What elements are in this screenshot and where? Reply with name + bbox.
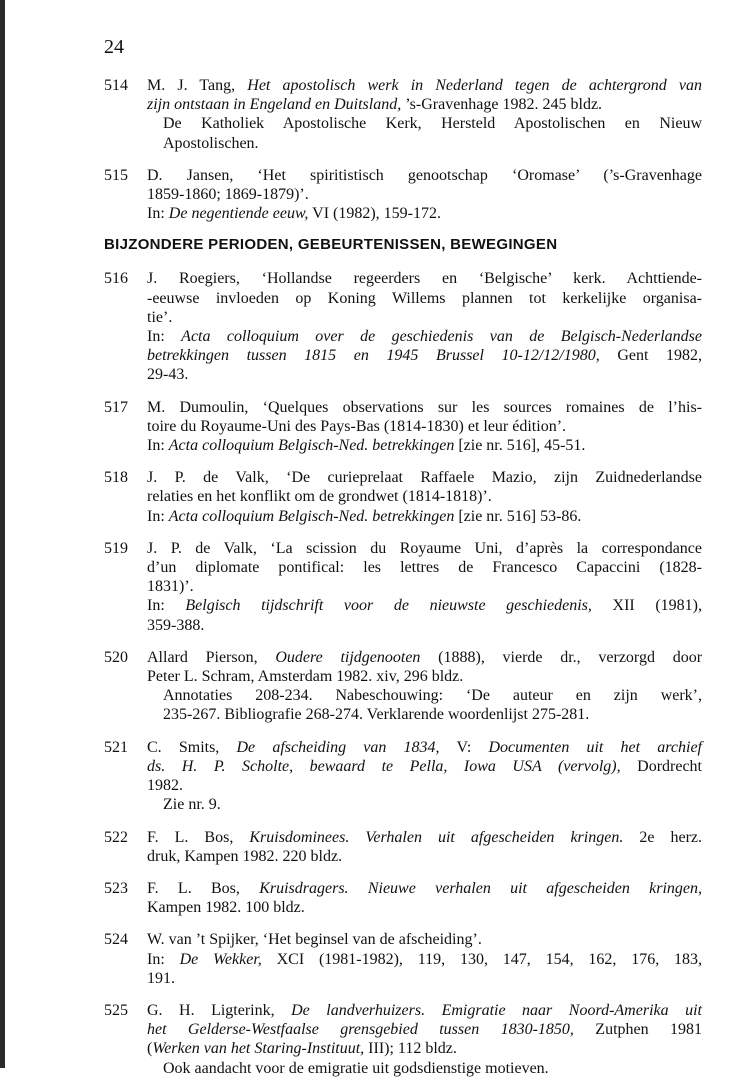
entry-line: -eeuwse invloeden op Koning Willems plannen tot kerkelijke organisa- — [147, 289, 702, 307]
entries-before — [104, 76, 702, 223]
entry-text — [147, 1001, 702, 1078]
entry-number: 517 — [104, 398, 128, 416]
bibliography-entry — [104, 1001, 702, 1078]
entry-line: tie’. — [147, 308, 173, 326]
entry-line: In: Belgisch tijdschrift voor de nieuwste geschiedenis, XII (1981), — [147, 597, 702, 615]
entry-line: ds. H. P. Scholte, bewaard te Pella, Iowa USA (vervolg), Dordrecht — [147, 757, 702, 775]
bibliography-entry — [104, 738, 702, 815]
entry-line: Zie nr. 9. — [163, 796, 221, 814]
entry-number: 522 — [104, 828, 128, 846]
bibliography-entry — [104, 269, 702, 384]
entry-text — [147, 879, 702, 917]
entry-number: 515 — [104, 166, 128, 184]
entry-text — [147, 166, 702, 224]
entry-line: J. P. de Valk, ‘La scission du Royaume Uni, d’après la correspondance — [147, 539, 702, 557]
entry-number: 519 — [104, 539, 128, 557]
entry-text — [147, 76, 702, 153]
entry-line: d’un diplomate pontifical: les lettres de Francesco Capaccini (1828- — [147, 559, 702, 577]
entry-line: De Katholiek Apostolische Kerk, Hersteld Apostolischen en Nieuw — [163, 115, 702, 133]
entry-line: 235-267. Bibliografie 268-274. Verklarende woordenlijst 275-281. — [163, 706, 590, 724]
entry-line: 1831)’. — [147, 578, 194, 596]
entry-line: 1859-1860; 1869-1879)’. — [147, 186, 309, 204]
entry-line: Peter L. Schram, Amsterdam 1982. xiv, 296 bldz. — [147, 668, 464, 686]
entry-text — [147, 398, 702, 456]
entry-line: In: Acta colloquium Belgisch-Ned. betrekkingen [zie nr. 516], 45-51. — [147, 437, 586, 455]
entry-line: In: De negentiende eeuw, VI (1982), 159-172. — [147, 205, 441, 223]
entry-line: 359-388. — [147, 616, 205, 634]
entry-line: J. Roegiers, ‘Hollandse regeerders en ‘Belgische’ kerk. Achttiende- — [147, 270, 702, 288]
page-number: 24 — [104, 36, 124, 58]
entry-line: (Werken van het Staring-Instituut, III); 112 bldz. — [147, 1040, 457, 1058]
page-edge-scan-shadow — [0, 0, 5, 1068]
entry-line: zijn ontstaan in Engeland en Duitsland, ’s-Gravenhage 1982. 245 bldz. — [147, 96, 603, 114]
bibliography-entry — [104, 648, 702, 725]
entry-text — [147, 269, 702, 384]
bibliography-entry — [104, 166, 702, 224]
entry-line: Allard Pierson, Oudere tijdgenooten (1888), vierde dr., verzorgd door — [147, 648, 703, 666]
entry-text — [147, 468, 702, 526]
entry-number: 524 — [104, 931, 128, 949]
entry-line: C. Smits, De afscheiding van 1834, V: Documenten uit het archief — [147, 738, 703, 756]
entry-number: 516 — [104, 270, 128, 288]
bibliography-entry — [104, 539, 702, 635]
entry-text — [147, 828, 702, 866]
entry-line: In: Acta colloquium Belgisch-Ned. betrekkingen [zie nr. 516] 53-86. — [147, 507, 582, 525]
entry-line: D. Jansen, ‘Het spiritistisch genootschap ‘Oromase’ (’s-Gravenhage — [147, 166, 702, 184]
entry-number: 521 — [104, 738, 128, 756]
entry-line: 1982. — [147, 777, 183, 795]
bibliography-entry — [104, 930, 702, 988]
entry-line: Annotaties 208-234. Nabeschouwing: ‘De auteur en zijn werk’, — [163, 687, 702, 705]
bibliography-entry — [104, 879, 702, 917]
entry-number: 520 — [104, 648, 128, 666]
entry-line: F. L. Bos, Kruisdragers. Nieuwe verhalen uit afgescheiden kringen, — [147, 879, 702, 897]
entry-line: F. L. Bos, Kruisdominees. Verhalen uit afgescheiden kringen. 2e herz. — [147, 828, 703, 846]
entry-line: betrekkingen tussen 1815 en 1945 Brussel 10-12/12/1980, Gent 1982, — [147, 347, 702, 365]
bibliography-entry — [104, 828, 702, 866]
bibliography-entry — [104, 76, 702, 153]
entry-line: Ook aandacht voor de emigratie uit godsdienstige motieven. — [163, 1059, 549, 1077]
entry-line: het Gelderse-Westfaalse grensgebied tussen 1830-1850, Zutphen 1981 — [147, 1021, 702, 1039]
entries-after — [104, 269, 702, 1077]
entry-line: druk, Kampen 1982. 220 bldz. — [147, 847, 343, 865]
entry-number: 525 — [104, 1001, 128, 1019]
entry-line: W. van ’t Spijker, ‘Het beginsel van de afscheiding’. — [147, 931, 482, 949]
entry-line: toire du Royaume-Uni des Pays-Bas (1814-1830) et leur édition’. — [147, 417, 567, 435]
entry-line: In: Acta colloquium over de geschiedenis van de Belgisch-Nederlandse — [147, 328, 702, 346]
entry-line: Kampen 1982. 100 bldz. — [147, 899, 305, 917]
entry-line: Apostolischen. — [163, 134, 259, 152]
entry-text — [147, 930, 702, 988]
entry-number: 523 — [104, 879, 128, 897]
section-heading: BIJZONDERE PERIODEN, GEBEURTENISSEN, BEWEGINGEN — [104, 236, 558, 254]
entry-line: In: De Wekker, XCI (1981-1982), 119, 130, 147, 154, 162, 176, 183, — [147, 950, 703, 968]
entry-line: relaties en het konflikt om de grondwet (1814-1818)’. — [147, 488, 492, 506]
entry-text — [147, 738, 702, 815]
entry-number: 518 — [104, 469, 128, 487]
entry-line: M. J. Tang, Het apostolisch werk in Nederland tegen de achtergrond van — [147, 77, 703, 94]
bibliography — [104, 76, 702, 1091]
entry-text — [147, 539, 702, 635]
entry-line: 29-43. — [147, 366, 189, 384]
bibliography-entry — [104, 468, 702, 526]
bibliography-entry — [104, 398, 702, 456]
entry-line: M. Dumoulin, ‘Quelques observations sur les sources romaines de l’his- — [147, 398, 702, 416]
entry-line: G. H. Ligterink, De landverhuizers. Emigratie naar Noord-Amerika uit — [147, 1001, 702, 1019]
entry-number: 514 — [104, 77, 128, 94]
entry-line: J. P. de Valk, ‘De curieprelaat Raffaele Mazio, zijn Zuidnederlandse — [147, 469, 702, 487]
entry-line: 191. — [147, 969, 175, 987]
entry-text — [147, 648, 702, 725]
